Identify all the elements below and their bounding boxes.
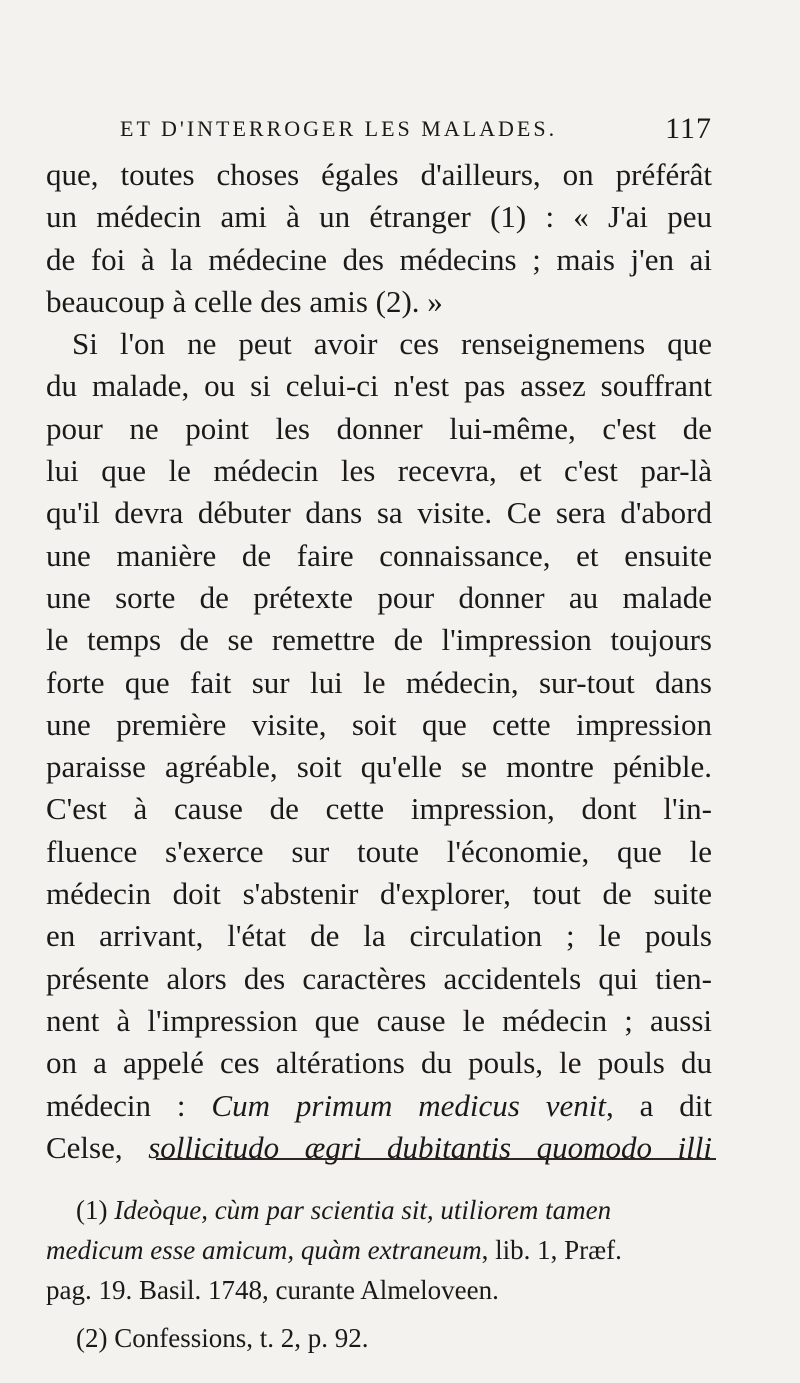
footnote-citation: , lib. 1, Præf.: [481, 1235, 622, 1265]
text-line: forte que fait sur lui le médecin, sur-tout dans: [46, 664, 712, 700]
text-line: médecin doit s'abstenir d'explorer, tout de suite: [46, 876, 712, 912]
footnote-rule: [156, 1158, 716, 1160]
text-line: une manière de faire connaissance, et ensuite: [46, 537, 712, 573]
running-head-title: ET D'INTERROGER LES MALADES.: [120, 116, 558, 141]
text-line: présente alors des caractères accidentels qui tien-: [46, 960, 712, 996]
text-line: qu'il devra débuter dans sa visite. Ce sera d'abord: [46, 495, 712, 531]
footnote-1-line: [46, 1230, 764, 1270]
text-line: C'est à cause de cette impression, dont l'in-: [46, 791, 712, 827]
text-line: lui que le médecin les recevra, et c'est par-là: [46, 453, 712, 489]
text-line: on a appelé ces altérations du pouls, le pouls du: [46, 1045, 712, 1081]
page-number: 117: [665, 112, 712, 145]
footnote-2-line: (2) Confessions, t. 2, p. 92.: [76, 1323, 369, 1353]
text-line: de foi à la médecine des médecins ; mais j'en ai: [46, 241, 712, 277]
text-fragment: , a dit: [605, 1087, 712, 1123]
text-line: Si l'on ne peut avoir ces renseignemens que: [72, 326, 712, 362]
running-head: [120, 112, 712, 146]
footnote-1-line: pag. 19. Basil. 1748, curante Almeloveen.: [46, 1275, 499, 1305]
text-fragment: Celse,: [46, 1129, 149, 1165]
text-line: paraisse agréable, soit qu'elle se montre pénible.: [46, 749, 712, 785]
text-line: une première visite, soit que cette impression: [46, 706, 712, 742]
text-fragment: médecin :: [46, 1087, 212, 1123]
text-line: en arrivant, l'état de la circulation ; le pouls: [46, 918, 712, 954]
text-line: du malade, ou si celui-ci n'est pas assez souffrant: [46, 368, 712, 404]
text-line: nent à l'impression que cause le médecin ; aussi: [46, 1002, 712, 1038]
footnote-latin: medicum esse amicum, quàm extraneum: [46, 1235, 482, 1265]
latin-quotation: sollicitudo ægri dubitantis quomodo illi: [148, 1129, 712, 1165]
text-line: le temps de se remettre de l'impression toujours: [46, 622, 712, 658]
text-line: [46, 1127, 712, 1169]
text-line: [46, 1085, 712, 1127]
text-line: fluence s'exerce sur toute l'économie, que le: [46, 833, 712, 869]
text-line: que, toutes choses égales d'ailleurs, on préférât: [46, 157, 712, 192]
latin-quotation: Cum primum medicus venit: [211, 1087, 606, 1123]
body-text: [46, 154, 712, 1169]
text-line: un médecin ami à un étranger (1) : « J'ai peu: [46, 199, 712, 235]
footnote-1-line: [46, 1190, 764, 1230]
footnote-latin: Ideòque, cùm par scientia sit, utiliorem tamen: [114, 1195, 612, 1225]
text-line: beaucoup à celle des amis (2). »: [46, 283, 443, 319]
footnotes: [46, 1190, 764, 1358]
footnote-spacer: [46, 1310, 764, 1318]
footnote-marker: (1): [76, 1195, 115, 1225]
text-line: pour ne point les donner lui-même, c'est de: [46, 410, 712, 446]
text-line: une sorte de prétexte pour donner au malade: [46, 579, 712, 615]
